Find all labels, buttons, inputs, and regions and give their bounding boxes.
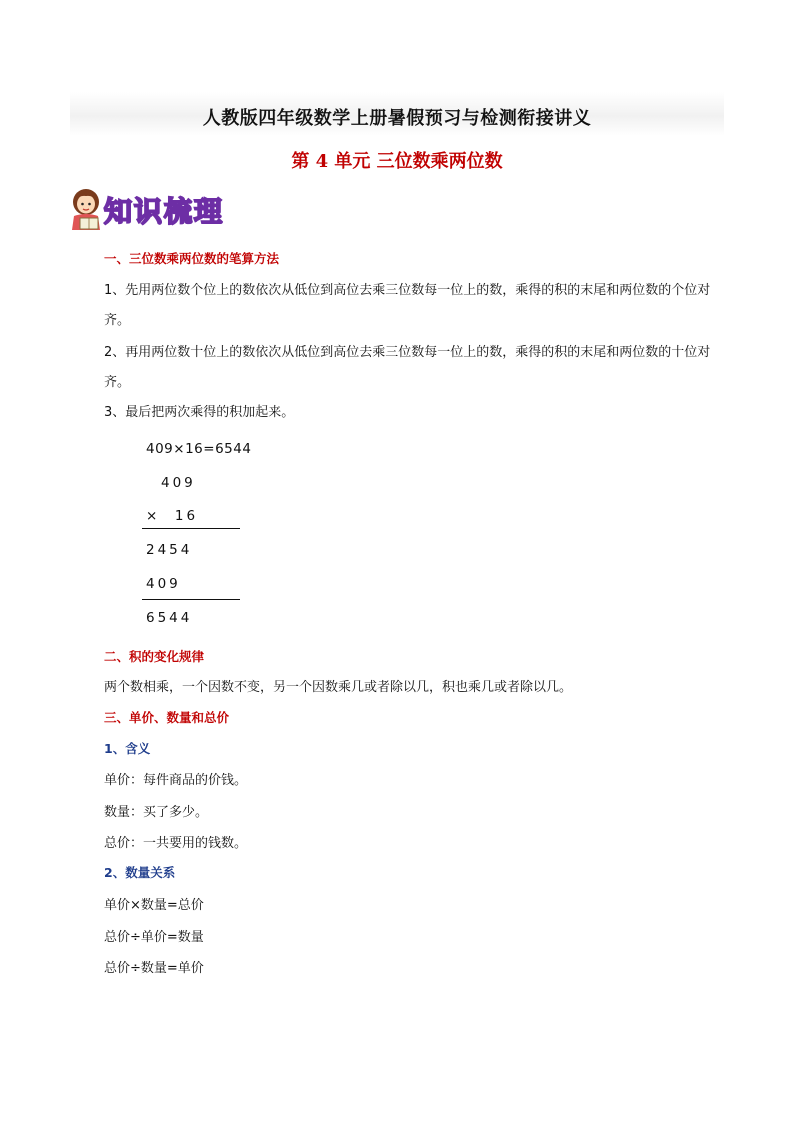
calc-partial-product: 409 (146, 576, 181, 592)
calc-divider (142, 528, 240, 529)
sub-heading: 2、数量关系 (104, 865, 176, 880)
calc-divider (142, 599, 240, 600)
sub-heading: 1、含义 (104, 741, 151, 756)
calc-multiplier: × 16 (146, 508, 199, 524)
paragraph: 1、先用两位数个位上的数依次从低位到高位去乘三位数每一位上的数，乘得的积的末尾和两位数的个位对齐。 (104, 283, 711, 328)
definition-line: 总价：一共要用的钱数。 (104, 836, 248, 851)
knowledge-banner (66, 186, 236, 232)
section-heading: 二、积的变化规律 (104, 649, 205, 664)
calc-partial-product: 2454 (146, 542, 193, 558)
definition-line: 数量：买了多少。 (104, 805, 209, 820)
paragraph: 两个数相乘，一个因数不变，另一个因数乘几或者除以几，积也乘几或者除以几。 (104, 680, 573, 695)
calc-equation: 409×16=6544 (146, 441, 252, 457)
relation-line: 总价÷单价=数量 (104, 930, 204, 945)
paragraph: 2、再用两位数十位上的数依次从低位到高位去乘三位数每一位上的数，乘得的积的末尾和两位数的十位对齐。 (104, 345, 711, 390)
calc-result: 6544 (146, 610, 193, 626)
calc-multiplicand: 409 (161, 475, 196, 491)
unit-title: 第 4 单元 三位数乘两位数 (291, 151, 503, 172)
banner-text: 知识梳理 (104, 195, 225, 228)
relation-line: 单价×数量=总价 (104, 898, 204, 913)
document-title: 人教版四年级数学上册暑假预习与检测衔接讲义 (202, 108, 592, 129)
definition-line: 单价：每件商品的价钱。 (104, 773, 248, 788)
section-heading: 三、单价、数量和总价 (104, 710, 230, 725)
section-heading: 一、三位数乘两位数的笔算方法 (104, 251, 280, 266)
paragraph: 3、最后把两次乘得的积加起来。 (104, 405, 295, 420)
relation-line: 总价÷数量=单价 (104, 961, 204, 976)
